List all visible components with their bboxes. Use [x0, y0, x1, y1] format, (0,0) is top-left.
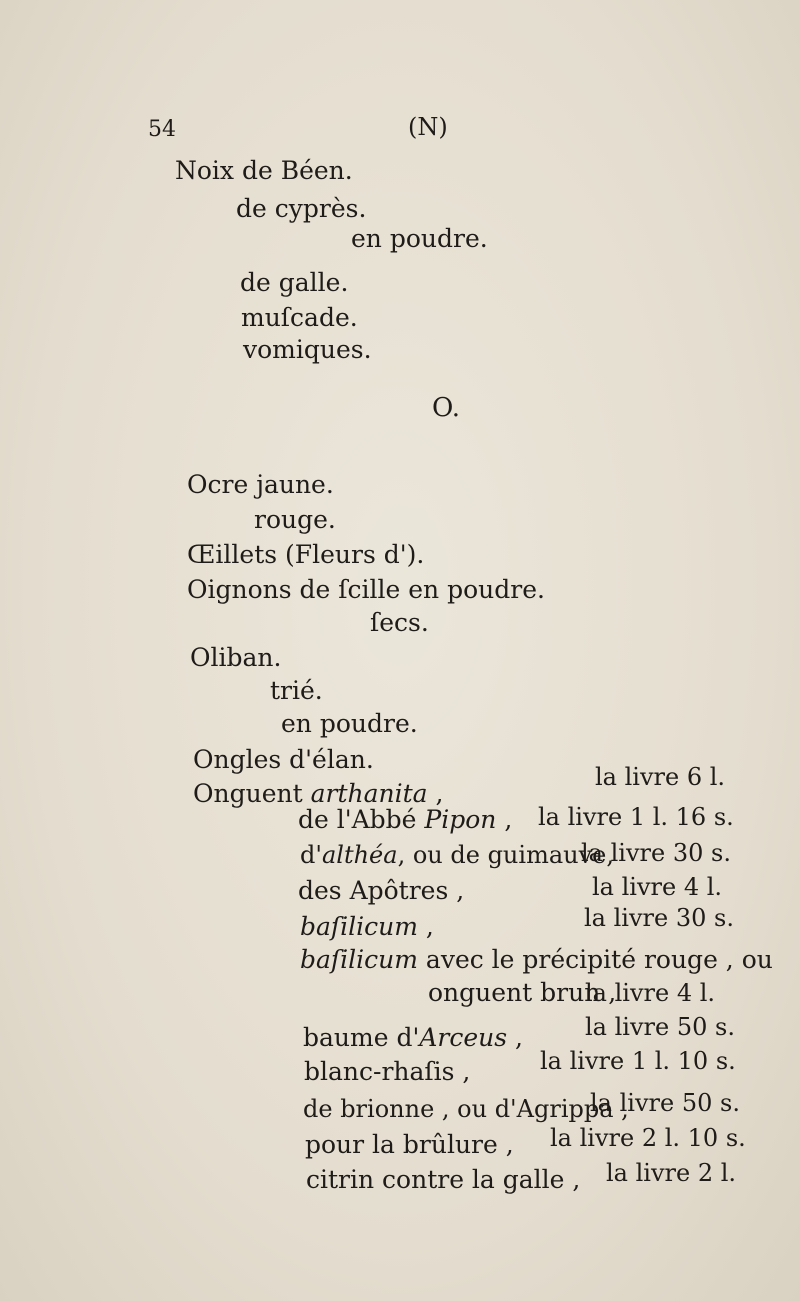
entry-de-galle: de galle.	[240, 268, 349, 297]
onguent-line	[303, 1023, 523, 1053]
entry-secs: ſecs.	[370, 608, 429, 637]
onguent-line	[300, 945, 773, 975]
onguent-text-after: ,	[417, 912, 434, 941]
onguent-text: Onguent	[193, 779, 311, 808]
onguent-text: onguent brun ,	[428, 978, 617, 1007]
onguent-text: baume d'	[303, 1023, 420, 1052]
onguent-line	[298, 805, 512, 835]
onguent-line	[303, 1094, 629, 1124]
onguent-name: Arceus	[419, 1023, 508, 1052]
running-head-letter: (N)	[408, 113, 448, 141]
onguent-price: la livre 4 l.	[585, 979, 716, 1007]
onguent-price: la livre 50 s.	[590, 1089, 740, 1117]
onguent-price: la livre 2 l.	[606, 1159, 737, 1187]
onguent-name: baſilicum	[300, 912, 418, 941]
onguent-text-after: , ou de guimauve,	[397, 841, 614, 869]
onguent-price: la livre 30 s.	[581, 839, 731, 867]
onguent-text: des Apôtres ,	[298, 876, 465, 905]
onguent-text-after: ,	[507, 1023, 523, 1052]
entry-ongles: Ongles d'élan.	[193, 745, 374, 774]
onguent-price: la livre 2 l. 10 s.	[550, 1124, 746, 1152]
entry-rouge: rouge.	[254, 505, 336, 534]
onguent-price: la livre 4 l.	[592, 873, 723, 901]
page-number: 54	[148, 117, 176, 142]
onguent-text: de l'Abbé	[298, 805, 425, 834]
onguent-line	[304, 1057, 470, 1087]
onguent-text: pour la brûlure ,	[305, 1130, 514, 1159]
onguent-text: citrin contre la galle ,	[306, 1165, 581, 1194]
onguent-text-after: ,	[427, 779, 444, 808]
entry-en-poudre: en poudre.	[351, 224, 488, 253]
onguent-text: de brionne , ou d'Agrippa ,	[303, 1095, 629, 1123]
onguent-line	[300, 840, 614, 870]
onguent-price: la livre 50 s.	[585, 1013, 735, 1041]
onguent-line	[298, 876, 464, 906]
onguent-price: la livre 6 l.	[595, 763, 726, 791]
entry-muscade: muſcade.	[241, 303, 358, 332]
onguent-text-after: ,	[496, 805, 513, 834]
entry-ocre-jaune: Ocre jaune.	[187, 470, 334, 499]
onguent-line	[300, 912, 434, 942]
entry-de-cypres: de cyprès.	[236, 194, 367, 223]
onguent-text: d'	[300, 841, 322, 869]
onguent-text-after: avec le précipité rouge , ou	[417, 945, 773, 974]
entry-trie: trié.	[270, 676, 323, 705]
entry-oliban-en-poudre: en poudre.	[281, 709, 418, 738]
entry-vomiques: vomiques.	[243, 335, 372, 364]
onguent-name: arthanita	[310, 779, 428, 808]
onguent-name: althéa	[321, 841, 398, 869]
onguent-price: la livre 1 l. 10 s.	[540, 1047, 736, 1075]
entry-oliban: Oliban.	[190, 643, 282, 672]
entry-oeillets: Œillets (Fleurs d').	[187, 540, 425, 569]
entry-oignons: Oignons de ſcille en poudre.	[187, 575, 545, 604]
entry-noix-de-been: Noix de Béen.	[175, 156, 353, 185]
onguent-price: la livre 30 s.	[584, 904, 734, 932]
onguent-text: blanc-rhaſis ,	[304, 1057, 471, 1086]
onguent-name: baſilicum	[300, 945, 418, 974]
onguent-price: la livre 1 l. 16 s.	[538, 803, 734, 831]
onguent-line	[306, 1165, 580, 1195]
section-letter-o: O.	[432, 393, 461, 423]
onguent-line	[305, 1130, 514, 1160]
onguent-name: Pipon	[424, 805, 497, 834]
